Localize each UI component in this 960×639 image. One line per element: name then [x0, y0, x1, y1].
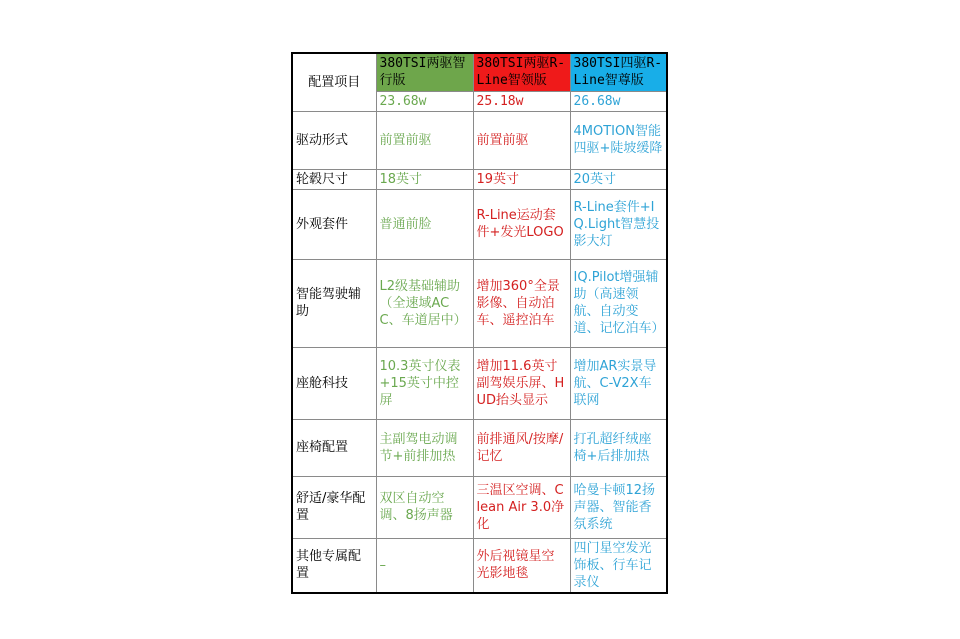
- row-label: 舒适/豪华配置: [292, 476, 376, 538]
- row-label: 座椅配置: [292, 419, 376, 476]
- table-row: [292, 476, 667, 538]
- cell-model-1: 18英寸: [376, 169, 473, 189]
- row-label: 外观套件: [292, 189, 376, 259]
- cell-model-2: 前排通风/按摩/记忆: [473, 419, 570, 476]
- table-row: [292, 189, 667, 259]
- model-header-2: 380TSI两驱R-Line智领版: [473, 53, 570, 91]
- cell-model-2: 外后视镜星空光影地毯: [473, 538, 570, 593]
- model-header-1: 380TSI两驱智行版: [376, 53, 473, 91]
- config-comparison-table: [291, 52, 668, 594]
- price-1: 23.68w: [376, 91, 473, 111]
- row-label: 座舱科技: [292, 347, 376, 419]
- cell-model-1: 前置前驱: [376, 111, 473, 169]
- cell-model-2: 19英寸: [473, 169, 570, 189]
- cell-model-2: R-Line运动套件+发光LOGO: [473, 189, 570, 259]
- cell-model-2: 前置前驱: [473, 111, 570, 169]
- cell-model-3: 增加AR实景导航、C-V2X车联网: [570, 347, 667, 419]
- price-2: 25.18w: [473, 91, 570, 111]
- cell-model-3: 哈曼卡顿12扬声器、智能香氛系统: [570, 476, 667, 538]
- row-label: 轮毂尺寸: [292, 169, 376, 189]
- model-header-3: 380TSI四驱R-Line智尊版: [570, 53, 667, 91]
- price-3: 26.68w: [570, 91, 667, 111]
- cell-model-1: 双区自动空调、8扬声器: [376, 476, 473, 538]
- header-row: [292, 53, 667, 91]
- cell-model-1: 10.3英寸仪表+15英寸中控屏: [376, 347, 473, 419]
- cell-model-1: 主副驾电动调节+前排加热: [376, 419, 473, 476]
- cell-model-2: 增加360°全景影像、自动泊车、遥控泊车: [473, 259, 570, 347]
- cell-model-3: 4MOTION智能四驱+陡坡缓降: [570, 111, 667, 169]
- cell-model-1: L2级基础辅助（全速域ACC、车道居中）: [376, 259, 473, 347]
- table-row: [292, 538, 667, 593]
- cell-model-3: R-Line套件+IQ.Light智慧投影大灯: [570, 189, 667, 259]
- cell-model-3: 四门星空发光饰板、行车记录仪: [570, 538, 667, 593]
- row-label: 驱动形式: [292, 111, 376, 169]
- row-label: 智能驾驶辅助: [292, 259, 376, 347]
- cell-model-2: 三温区空调、Clean Air 3.0净化: [473, 476, 570, 538]
- cell-model-1: 普通前脸: [376, 189, 473, 259]
- cell-model-3: 打孔超纤绒座椅+后排加热: [570, 419, 667, 476]
- table-row: [292, 347, 667, 419]
- cell-model-2: 增加11.6英寸副驾娱乐屏、HUD抬头显示: [473, 347, 570, 419]
- row-label: 其他专属配置: [292, 538, 376, 593]
- table-row: [292, 259, 667, 347]
- table-row: [292, 169, 667, 189]
- table-row: [292, 419, 667, 476]
- cell-model-1: –: [376, 538, 473, 593]
- header-label-cell: [292, 53, 376, 111]
- table-row: [292, 111, 667, 169]
- cell-model-3: IQ.Pilot增强辅助（高速领航、自动变道、记忆泊车）: [570, 259, 667, 347]
- header-label: 配置项目: [308, 74, 361, 90]
- cell-model-3: 20英寸: [570, 169, 667, 189]
